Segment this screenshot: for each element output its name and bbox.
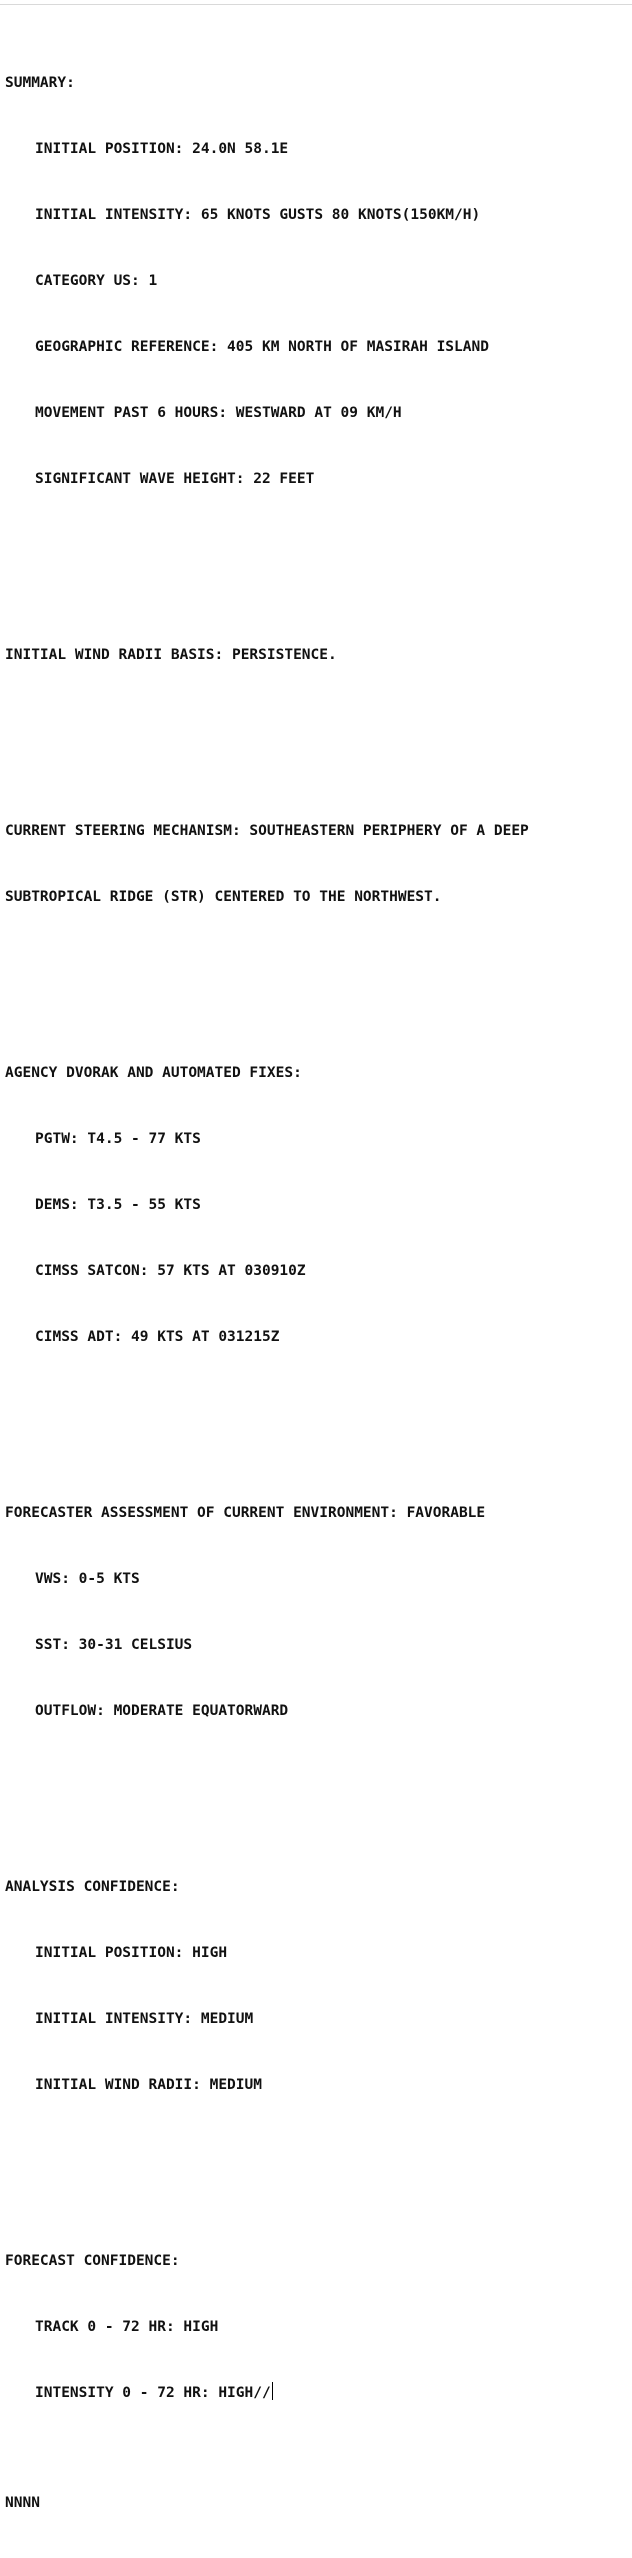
forecast-confidence-intensity: INTENSITY 0 - 72 HR: HIGH// [35,2385,271,2401]
summary-line-category: CATEGORY US: 1 [35,273,158,289]
blank-line [5,952,529,974]
window-top-edge [0,0,632,5]
analysis-confidence-position: INITIAL POSITION: HIGH [35,1945,228,1961]
summary-line-wave-height: SIGNIFICANT WAVE HEIGHT: 22 FEET [35,471,315,487]
blank-line [5,2140,529,2162]
summary-line-geographic-reference: GEOGRAPHIC REFERENCE: 405 KM NORTH OF MASIRAH ISLAND [35,339,489,355]
forecast-confidence-intensity-row [5,2382,529,2404]
summary-heading: SUMMARY: [5,75,75,91]
forecast-confidence-track: TRACK 0 - 72 HR: HIGH [35,2319,219,2335]
summary-line-movement: MOVEMENT PAST 6 HOURS: WESTWARD AT 09 KM/H [35,405,402,421]
end-marker: NNNN [5,2495,40,2511]
blank-line [5,1392,529,1414]
analysis-confidence-wind-radii: INITIAL WIND RADII: MEDIUM [35,2077,262,2093]
environment-outflow: OUTFLOW: MODERATE EQUATORWARD [35,1703,289,1719]
fix-pgtw: PGTW: T4.5 - 77 KTS [35,1131,201,1147]
blank-line [5,534,529,556]
environment-heading: FORECASTER ASSESSMENT OF CURRENT ENVIRONMENT: FAVORABLE [5,1505,486,1521]
summary-line-initial-intensity: INITIAL INTENSITY: 65 KNOTS GUSTS 80 KNOTS(150KM/H) [35,207,481,223]
wind-radii-basis: INITIAL WIND RADII BASIS: PERSISTENCE. [5,647,337,663]
forecast-confidence-heading: FORECAST CONFIDENCE: [5,2253,180,2269]
fix-cimss-satcon: CIMSS SATCON: 57 KTS AT 030910Z [35,1263,306,1279]
analysis-confidence-intensity: INITIAL INTENSITY: MEDIUM [35,2011,254,2027]
summary-line-initial-position: INITIAL POSITION: 24.0N 58.1E [35,141,289,157]
warning-text-document[interactable] [5,6,529,2558]
blank-line [5,1766,529,1788]
steering-mechanism-line-2: SUBTROPICAL RIDGE (STR) CENTERED TO THE NORTHWEST. [5,889,442,905]
fixes-heading: AGENCY DVORAK AND AUTOMATED FIXES: [5,1065,302,1081]
blank-line [5,710,529,732]
text-cursor [272,2382,273,2400]
fix-cimss-adt: CIMSS ADT: 49 KTS AT 031215Z [35,1329,280,1345]
analysis-confidence-heading: ANALYSIS CONFIDENCE: [5,1879,180,1895]
environment-vws: VWS: 0-5 KTS [35,1571,140,1587]
fix-dems: DEMS: T3.5 - 55 KTS [35,1197,201,1213]
steering-mechanism-line-1: CURRENT STEERING MECHANISM: SOUTHEASTERN PERIPHERY OF A DEEP [5,823,529,839]
environment-sst: SST: 30-31 CELSIUS [35,1637,193,1653]
